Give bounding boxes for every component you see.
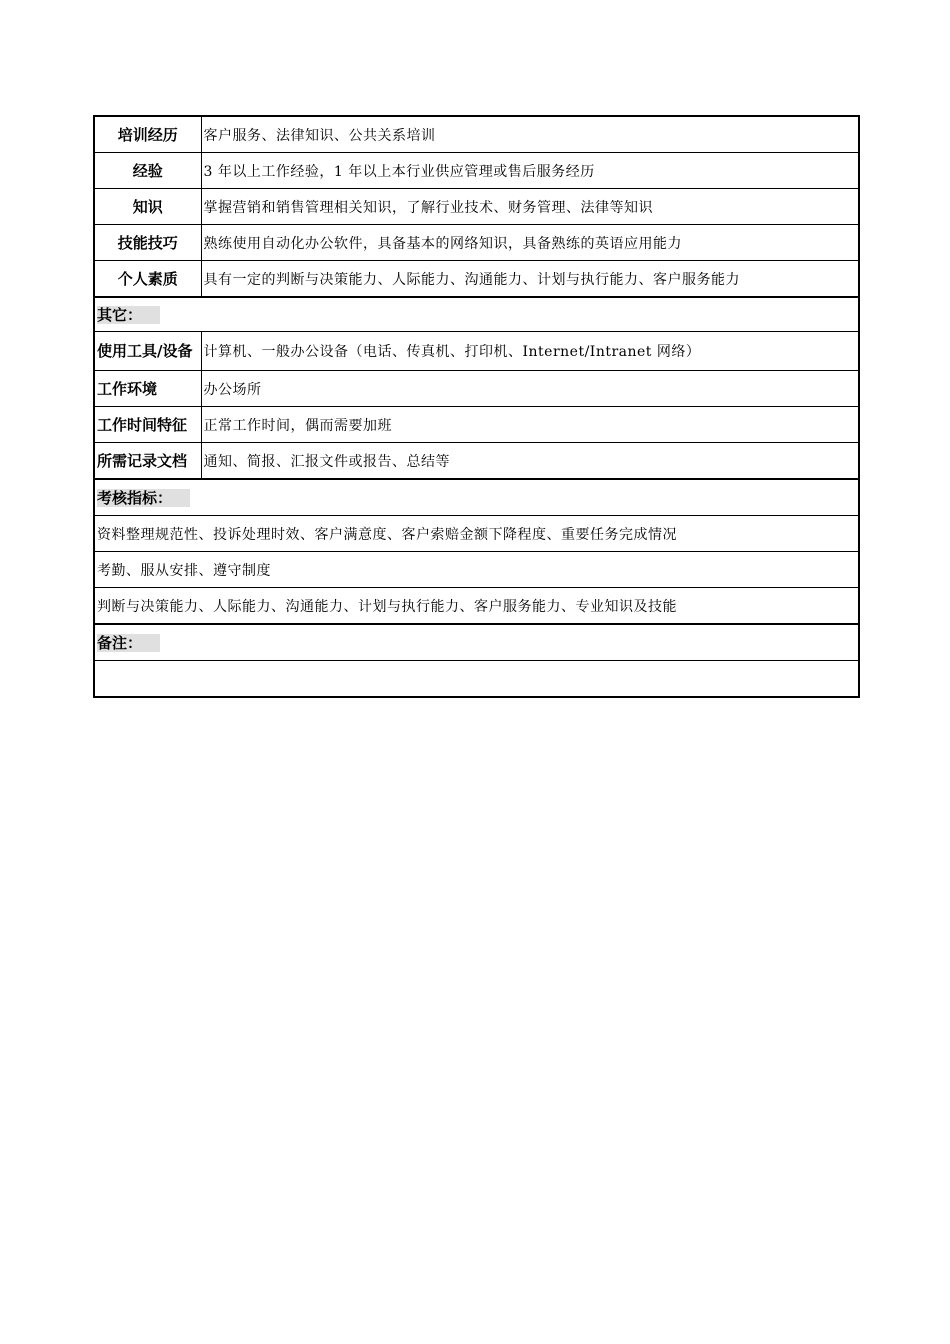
assessment-item [94, 552, 859, 588]
section-remarks-header [94, 624, 859, 661]
section-title: 备注： [97, 634, 160, 652]
assessment-item-text: 资料整理规范性、投诉处理时效、客户满意度、客户索赔金额下降程度、重要任务完成情况 [94, 516, 859, 552]
section-assessment-header [94, 479, 859, 516]
assessment-item [94, 588, 859, 625]
requirement-label: 个人素质 [94, 261, 201, 298]
requirement-row-knowledge [94, 189, 859, 225]
requirement-row-training [94, 116, 859, 153]
other-label: 使用工具/设备 [94, 332, 201, 371]
requirement-row-skills [94, 225, 859, 261]
other-value: 通知、简报、汇报文件或报告、总结等 [201, 443, 859, 480]
section-title: 其它： [97, 306, 160, 324]
requirement-value: 具有一定的判断与决策能力、人际能力、沟通能力、计划与执行能力、客户服务能力 [201, 261, 859, 298]
other-row-environment [94, 371, 859, 407]
requirement-value: 3 年以上工作经验，1 年以上本行业供应管理或售后服务经历 [201, 153, 859, 189]
other-row-documents [94, 443, 859, 480]
requirement-row-experience [94, 153, 859, 189]
remarks-content [94, 661, 859, 698]
job-table [93, 115, 860, 698]
requirement-row-personal [94, 261, 859, 298]
job-description-table [93, 115, 858, 698]
assessment-item-text: 考勤、服从安排、遵守制度 [94, 552, 859, 588]
section-title: 考核指标： [97, 489, 190, 507]
other-value: 办公场所 [201, 371, 859, 407]
requirement-value: 熟练使用自动化办公软件，具备基本的网络知识，具备熟练的英语应用能力 [201, 225, 859, 261]
requirement-label: 技能技巧 [94, 225, 201, 261]
other-value: 正常工作时间，偶而需要加班 [201, 407, 859, 443]
requirement-label: 培训经历 [94, 116, 201, 153]
assessment-item-text: 判断与决策能力、人际能力、沟通能力、计划与执行能力、客户服务能力、专业知识及技能 [94, 588, 859, 625]
requirement-label: 知识 [94, 189, 201, 225]
other-label: 所需记录文档 [94, 443, 201, 480]
other-label: 工作环境 [94, 371, 201, 407]
remarks-row [94, 661, 859, 698]
other-value: 计算机、一般办公设备（电话、传真机、打印机、Internet/Intranet 网络） [201, 332, 859, 371]
other-row-hours [94, 407, 859, 443]
requirement-value: 掌握营销和销售管理相关知识，了解行业技术、财务管理、法律等知识 [201, 189, 859, 225]
assessment-item [94, 516, 859, 552]
requirement-value: 客户服务、法律知识、公共关系培训 [201, 116, 859, 153]
other-row-tools [94, 332, 859, 371]
requirement-label: 经验 [94, 153, 201, 189]
other-label: 工作时间特征 [94, 407, 201, 443]
section-other-header [94, 297, 859, 332]
